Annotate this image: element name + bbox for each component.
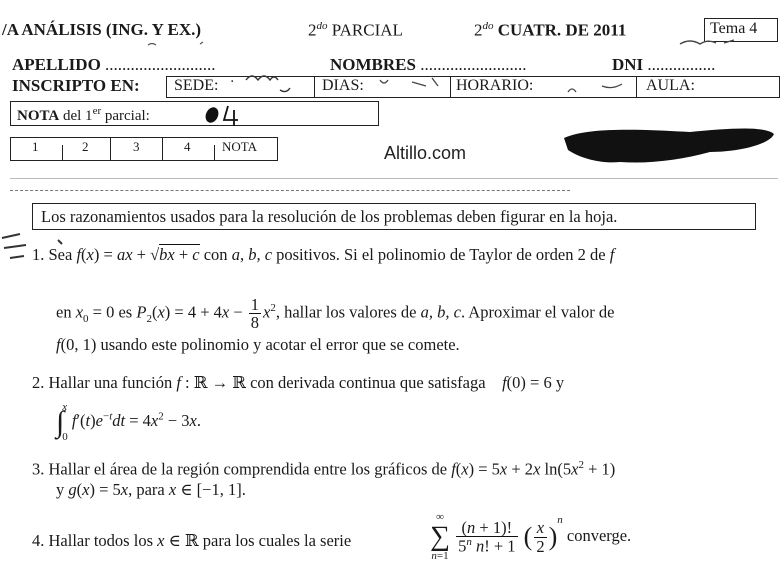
- grade-divider: [110, 137, 111, 161]
- nota-parcial-label: NOTA del 1er parcial:: [17, 105, 150, 124]
- grade-divider: [10, 137, 11, 161]
- grade-divider: [62, 145, 63, 161]
- dias-field[interactable]: DIAS:: [314, 76, 451, 98]
- signature-lines: [10, 190, 570, 193]
- aula-field[interactable]: AULA:: [646, 77, 695, 94]
- series-formula: ∞ ∑ n=1 $\frac{(n + 1)!}{5^n n! + 1}$ ( $\frac{x}{2}$ )$^n$ converge.: [430, 511, 632, 562]
- nota-parcial-box: [10, 101, 379, 126]
- exam-title: $2^{do}$ PARCIAL: [308, 20, 403, 40]
- problem-1-line-3: f(0, 1) usando este polinomio y acotar el error que se comete.: [56, 335, 460, 354]
- watermark: Altillo.com: [384, 143, 467, 163]
- grade-divider: [214, 145, 215, 161]
- problem-number: 2.: [32, 373, 45, 392]
- sede-handwriting: .: [230, 70, 235, 86]
- problem-1-line-2: en $x_0 = 0$ es $P_2(x) = 4 + 4x$ − $\frac{1}{8}$ $x^2$, hallar los valores de a, b, c. Aproximar el valor de: [56, 294, 615, 333]
- grade-divider: [277, 137, 278, 161]
- dni-field[interactable]: DNI ................: [612, 55, 716, 74]
- instruction-text: Los razonamientos usados para la resolución de los problemas deben figurar en la hoja.: [41, 207, 618, 226]
- problem-3: 3. Hallar el área de la región comprendida entre los gráficos de f(x) = 5x + 2x $\ln(5x^2 + 1)$: [32, 459, 616, 479]
- grade-cell-1[interactable]: 1: [32, 139, 39, 154]
- course-title: /A ANÁLISIS (ING. Y EX.): [2, 20, 202, 39]
- tema-box: Tema 4: [704, 18, 778, 42]
- grade-cell-4[interactable]: 4: [184, 139, 191, 154]
- problem-4: 4. Hallar todos los x ∈ ℝ para los cuales la serie: [32, 531, 352, 550]
- problem-1: 1. Sea f(x) = ax + √bx + c con a, b, c positivos. Si el polinomio de Taylor de orden 2 de f: [32, 245, 615, 264]
- problem-3-line-2: y g(x) = 5x, para x ∈ [−1, 1].: [56, 480, 246, 499]
- sede-field[interactable]: SEDE: .: [166, 76, 315, 98]
- grade-divider: [162, 137, 163, 161]
- problem-number: 3.: [32, 459, 45, 479]
- grade-cell-nota[interactable]: NOTA: [222, 139, 258, 154]
- grade-cell-2[interactable]: 2: [82, 139, 89, 154]
- nota-handwriting: [200, 102, 250, 128]
- problem-number: 1.: [32, 245, 45, 264]
- problem-number: 4.: [32, 531, 45, 550]
- apellido-field[interactable]: APELLIDO ..........................: [12, 55, 216, 74]
- divider: [10, 178, 778, 179]
- grade-cell-3[interactable]: 3: [133, 139, 140, 154]
- horario-field[interactable]: HORARIO:: [450, 76, 637, 98]
- term-title: $2^{do}$ CUATR. DE 2011: [474, 20, 627, 40]
- nombres-field[interactable]: NOMBRES .........................: [330, 55, 527, 74]
- problem-2: 2. Hallar una función f : ℝ → ℝ con derivada continua que satisfaga f(0) = 6 y: [32, 373, 565, 392]
- instruction-box: [32, 203, 756, 230]
- inscripto-label: INSCRIPTO EN:: [12, 76, 140, 95]
- redaction-mark: [560, 122, 780, 172]
- problem-2-integral: ∫ x 0 $f'(t)e^{-t}dt = 4x^2 - 3x$.: [56, 401, 201, 443]
